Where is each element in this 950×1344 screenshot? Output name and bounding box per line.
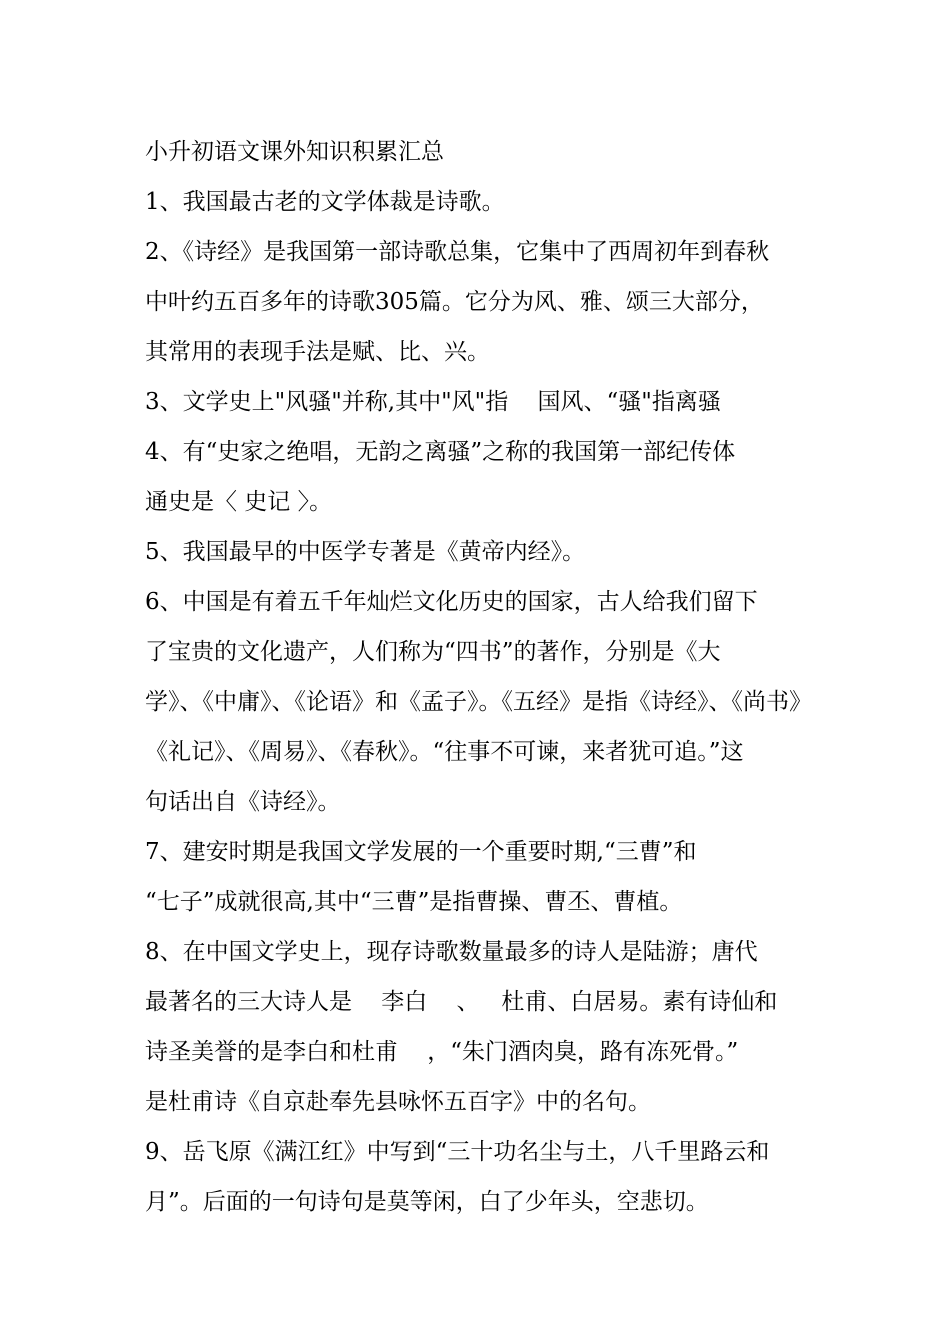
text-line: 是杜甫诗《自京赴奉先县咏怀五百字》中的名句。 — [145, 1089, 651, 1115]
document-body — [145, 127, 815, 1227]
document-title: 小升初语文课外知识积累汇总 — [145, 139, 444, 165]
text-line: 3、文学史上"风骚"并称,其中"风"指 国风、“骚"指离骚 — [145, 389, 721, 415]
text-line: 6、中国是有着五千年灿烂文化历史的国家，古人给我们留下 — [145, 589, 758, 615]
text-line: 句话出自《诗经》。 — [145, 789, 341, 815]
text-line: 7、建安时期是我国文学发展的一个重要时期,“三曹”和 — [145, 839, 697, 865]
text-line: 月”。后面的一句诗句是莫等闲，白了少年头，空悲切。 — [145, 1189, 709, 1215]
text-line: 最著名的三大诗人是 李白 、 杜甫、白居易。素有诗仙和 — [145, 989, 778, 1015]
text-line: 1、我国最古老的文学体裁是诗歌。 — [145, 189, 505, 215]
text-line: 9、岳飞原《满江红》中写到“三十功名尘与土，八千里路云和 — [145, 1139, 770, 1165]
text-line: 诗圣美誉的是李白和杜甫 ，“朱门酒肉臭，路有冻死骨。” — [145, 1039, 739, 1065]
text-line: 通史是〈 史记 〉。 — [145, 489, 333, 515]
text-line: “七子”成就很高,其中“三曹”是指曹操、曹丕、曹植。 — [145, 889, 683, 915]
text-line: 2、《诗经》是我国第一部诗歌总集，它集中了西周初年到春秋 — [145, 239, 770, 265]
text-line: 8、在中国文学史上，现存诗歌数量最多的诗人是陆游；唐代 — [145, 939, 758, 965]
text-line: 其常用的表现手法是赋、比、兴。 — [145, 339, 490, 365]
text-line: 4、有“史家之绝唱，无韵之离骚”之称的我国第一部纪传体 — [145, 439, 736, 465]
text-line: 5、我国最早的中医学专著是《黄帝内经》。 — [145, 539, 586, 565]
text-line: 中叶约五百多年的诗歌305篇。它分为风、雅、颂三大部分， — [145, 289, 764, 315]
text-line: 了宝贵的文化遗产，人们称为“四书”的著作，分别是《大 — [145, 639, 721, 665]
text-line: 《礼记》、《周易》、《春秋》。“往事不可谏，来者犹可追。”这 — [145, 739, 744, 765]
text-line: 学》、《中庸》、《论语》和《孟子》。《五经》是指《诗经》、《尚书》 — [145, 689, 812, 715]
